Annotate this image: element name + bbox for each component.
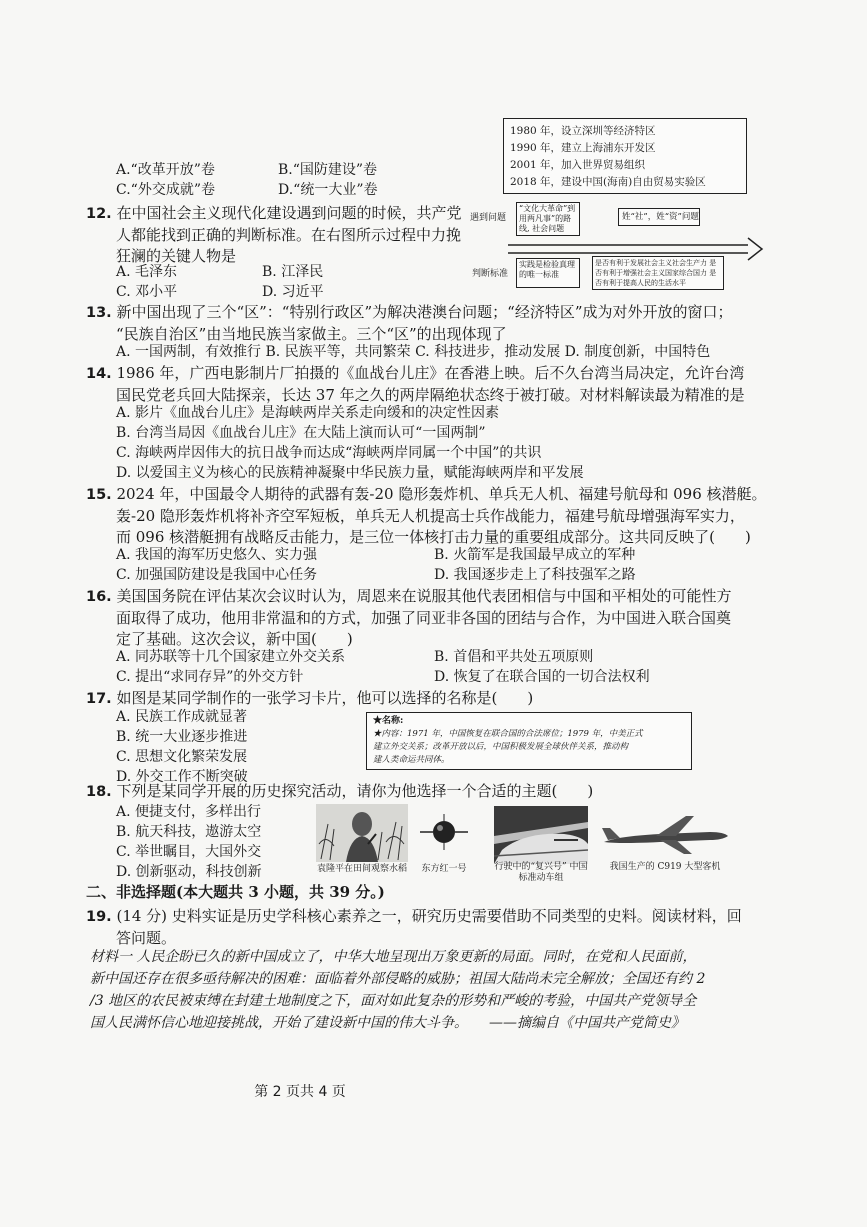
q12-option-a: A. 毛泽东 — [116, 264, 178, 280]
q14-option-a: A. 影片《血战台儿庄》是海峡两岸关系走向缓和的决定性因素 — [116, 405, 500, 421]
material-line: 材料一 人民企盼已久的新中国成立了，中华大地呈现出万象更新的局面。同时，在党和人民面前， — [90, 949, 697, 965]
q17-option-c: C. 思想文化繁荣发展 — [116, 749, 248, 765]
q11-option-d: D.“统一大业”卷 — [278, 182, 378, 198]
question-number: 19. — [86, 909, 112, 925]
caption-dongfanghong: 东方红一号 — [421, 864, 467, 874]
q17-option-a: A. 民族工作成就显著 — [116, 709, 248, 725]
q15-option-c: C. 加强国防建设是我国中心任务 — [116, 567, 318, 583]
question-number: 12. — [86, 206, 112, 222]
question-number: 13. — [86, 305, 112, 321]
q17-option-b: B. 统一大业逐步推进 — [116, 729, 248, 745]
q15-option-d: D. 我国逐步走上了科技强军之路 — [434, 567, 636, 583]
q14-option-d: D. 以爱国主义为核心的民族精神凝聚中华民族力量，赋能海峡两岸和平发展 — [116, 465, 584, 481]
question-stem-line: 答问题。 — [116, 929, 177, 947]
question-16 — [86, 586, 856, 650]
question-12 — [86, 203, 486, 267]
satellite-icon — [418, 812, 470, 852]
diagram-label-standard: 判断标准 — [472, 269, 509, 279]
timeline-box — [503, 118, 747, 194]
question-13 — [86, 302, 856, 345]
q12-diagram — [470, 198, 766, 294]
question-stem-line: 1986 年，广西电影制片厂拍摄的《血战台儿庄》在香港上映。后不久台湾当局决定，允许台湾 — [116, 364, 745, 382]
caption-yuan-longping: 袁隆平在田间观察水稻 — [316, 864, 407, 874]
q11-option-c: C.“外交成就”卷 — [116, 182, 215, 198]
question-stem-line: 而 096 核潜艇拥有战略反击能力，是三位一体核打击力量的重要组成部分。这共同反映了( ) — [116, 528, 751, 546]
question-number: 17. — [86, 691, 112, 707]
question-number: 14. — [86, 366, 112, 382]
card-content-line: 建立外交关系；改革开放以后，中国积极发展全球伙伴关系，推动构 — [373, 742, 629, 752]
card-title: ★名称: — [373, 716, 404, 726]
photo-fuxing-train — [494, 806, 588, 864]
material-line: 新中国还存在很多亟待解决的困难：面临着外部侵略的威胁；祖国大陆尚未完全解放；全国还有约 2 — [90, 971, 706, 987]
diagram-box-cultural-revolution: “文化大革命”到 用两凡事”的路线, 社会问题 — [516, 202, 580, 236]
question-18 — [86, 781, 786, 803]
question-stem-line: 狂澜的关键人物是 — [116, 247, 237, 265]
q15-option-b: B. 火箭军是我国最早成立的军种 — [434, 547, 636, 563]
question-stem: 如图是某同学制作的一张学习卡片，他可以选择的名称是( ) — [116, 689, 534, 707]
caption-c919: 我国生产的 C919 大型客机 — [609, 862, 721, 872]
page-footer: 第 2 页共 4 页 — [254, 1084, 346, 1100]
question-number: 15. — [86, 487, 112, 503]
diagram-box-three-favorables: 是否有利于发展社会主义社会生产力 是否有利于增强社会主义国家综合国力 是否有利于提高人民的生活水平 — [592, 256, 724, 290]
timeline-line: 2001 年，加入世界贸易组织 — [510, 159, 646, 171]
q18-option-c: C. 举世瞩目，大国外交 — [116, 844, 262, 860]
question-stem: 下列是某同学开展的历史探究活动，请你为他选择一个合适的主题( ) — [116, 782, 594, 800]
question-number: 16. — [86, 589, 112, 605]
timeline-line: 1990 年，建立上海浦东开发区 — [510, 142, 656, 154]
question-stem-line: 轰-20 隐形轰炸机将补齐空军短板，单兵无人机提高士兵作战能力，福建号航母增强海军实力， — [116, 507, 745, 525]
section-2-heading: 二、非选择题(本大题共 3 小题，共 39 分。) — [86, 883, 385, 901]
q18-option-a: A. 便捷支付，多样出行 — [116, 804, 262, 820]
q17-option-d: D. 外交工作不断突破 — [116, 769, 248, 785]
question-stem-line: 新中国出现了三个“区”：“特别行政区”为解决港澳台问题；“经济特区”成为对外开放的窗口； — [116, 303, 733, 321]
airplane-icon — [600, 812, 732, 856]
q18-option-b: B. 航天科技，遨游太空 — [116, 824, 262, 840]
q12-option-b: B. 江泽民 — [262, 264, 324, 280]
question-19 — [86, 906, 856, 949]
material-line: 国人民满怀信心地迎接挑战，开始了建设新中国的伟大斗争。 ——摘编自《中国共产党简史》 — [90, 1015, 685, 1031]
question-number: 18. — [86, 784, 112, 800]
caption-fuxing-train: 行驶中的“复兴号” 中国标准动车组 — [494, 862, 588, 883]
rice-field-photo-icon — [316, 804, 408, 862]
learning-card — [366, 712, 692, 770]
card-content-line: ★内容：1971 年，中国恢复在联合国的合法席位；1979 年，中美正式 — [373, 729, 643, 739]
question-stem-line: 在中国社会主义现代化建设遇到问题的时候，共产党 — [116, 204, 462, 222]
diagram-box-practice: 实践是检验真理 的唯一标准 — [516, 258, 580, 288]
question-stem-line: 2024 年，中国最令人期待的武器有轰-20 隐形轰炸机、单兵无人机、福建号航母和 096 核潜艇。 — [116, 485, 767, 503]
timeline-line: 2018 年，建设中国(海南)自由贸易实验区 — [510, 176, 706, 188]
diagram-label-problem: 遇到问题 — [470, 213, 507, 223]
material-line: /3 地区的农民被束缚在封建土地制度之下，面对如此复杂的形势和严峻的考验，中国共产党领导全 — [90, 993, 697, 1009]
q15-option-a: A. 我国的海军历史悠久、实力强 — [116, 547, 318, 563]
photo-yuan-longping — [316, 804, 408, 862]
q12-option-d: D. 习近平 — [262, 284, 324, 300]
material-one — [90, 946, 860, 1034]
card-content-line: 建人类命运共同体。 — [373, 755, 450, 765]
q13-options: A. 一国两制，有效推行 B. 民族平等，共同繁荣 C. 科技进步，推动发展 D. 制度创新，中国特色 — [116, 344, 711, 360]
diagram-box-socialism-question: 姓“社”，姓“资”问题 — [618, 208, 700, 226]
question-stem-line: 美国国务院在评估某次会议时认为，周恩来在说服其他代表团相信与中国和平相处的可能性方 — [116, 587, 732, 605]
timeline-line: 1980 年，设立深圳等经济特区 — [510, 125, 656, 137]
question-stem-line: 人都能找到正确的判断标准。在右图所示过程中力挽 — [116, 226, 462, 244]
q18-option-d: D. 创新驱动，科技创新 — [116, 864, 262, 880]
q14-option-c: C. 海峡两岸因伟大的抗日战争而达成“海峡两岸同属一个中国”的共识 — [116, 445, 542, 461]
q14-option-b: B. 台湾当局因《血战台儿庄》在大陆上演而认可“一国两制” — [116, 425, 486, 441]
q11-option-b: B.“国防建设”卷 — [278, 162, 378, 178]
question-stem-line: 面取得了成功，他用非常温和的方式，加强了同亚非各国的团结与合作，为中国进入联合国奠 — [116, 609, 732, 627]
q11-option-a: A.“改革开放”卷 — [116, 162, 215, 178]
q16-option-a: A. 同苏联等十几个国家建立外交关系 — [116, 649, 346, 665]
question-stem-line: 定了基础。这次会议，新中国( ) — [116, 630, 353, 648]
train-icon — [494, 806, 588, 864]
q16-option-c: C. 提出“求同存异”的外交方针 — [116, 669, 304, 685]
photo-c919 — [600, 812, 732, 856]
q16-option-b: B. 首倡和平共处五项原则 — [434, 649, 594, 665]
q12-option-c: C. 邓小平 — [116, 284, 178, 300]
question-stem-line: “民族自治区”由当地民族当家做主。三个“区”的出现体现了 — [116, 325, 507, 343]
q16-option-d: D. 恢复了在联合国的一切合法权利 — [434, 669, 650, 685]
question-stem-line: 国民党老兵回大陆探亲，长达 37 年之久的两岸隔绝状态终于被打破。对材料解读最为精准的是 — [116, 386, 745, 404]
question-stem-line: (14 分) 史料实证是历史学科核心素养之一，研究历史需要借助不同类型的史料。阅读材料，回 — [116, 907, 742, 925]
photo-dongfanghong — [418, 812, 470, 852]
question-15 — [86, 484, 856, 548]
question-14 — [86, 363, 856, 406]
